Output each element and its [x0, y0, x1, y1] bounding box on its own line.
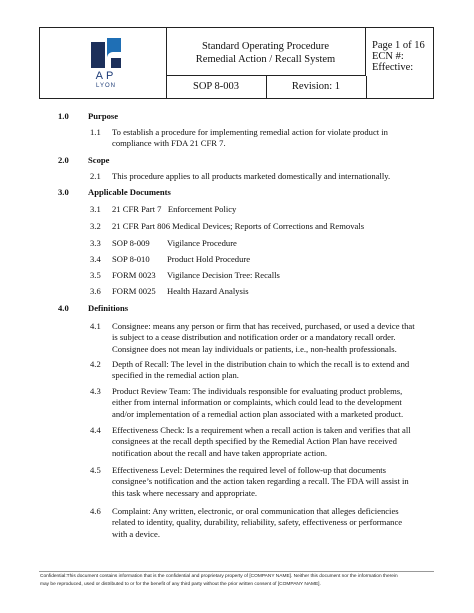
section-heading-definitions: 4.0 Definitions	[58, 303, 129, 313]
footer-line-1: Confidential:This document contains information that is the confidential and proprietary property of [COMPANY NAME]. Neither this document nor the information therein	[40, 574, 398, 579]
logo-text: AP	[95, 70, 117, 82]
title-line-2: Remedial Action / Recall System	[195, 54, 336, 65]
confidentiality-footer	[40, 573, 435, 589]
page-number: Page 1 of 16	[372, 40, 425, 51]
document-title	[166, 28, 366, 76]
section-heading-documents: 3.0 Applicable Documents	[58, 187, 171, 197]
section-heading-scope: 2.0 Scope	[58, 155, 110, 165]
footer-divider	[39, 571, 434, 572]
ecn-number: ECN #:	[372, 51, 404, 62]
title-line-1: Standard Operating Procedure	[201, 41, 330, 52]
effective-date: Effective:	[372, 62, 414, 73]
company-logo-icon	[89, 36, 123, 70]
revision-number: Revision: 1	[266, 76, 367, 98]
page-info-cell	[367, 28, 433, 98]
footer-line-2: may be reproduced, used or distributed to or for the benefit of any third party without the prior written consent of [COMPANY NAME].	[40, 582, 321, 587]
section-heading-purpose: 1.0 Purpose	[58, 111, 119, 121]
sop-number: SOP 8-003	[166, 76, 267, 98]
document-header	[39, 27, 434, 99]
logo-subtext: LYON	[96, 83, 116, 89]
logo-cell	[40, 28, 167, 98]
